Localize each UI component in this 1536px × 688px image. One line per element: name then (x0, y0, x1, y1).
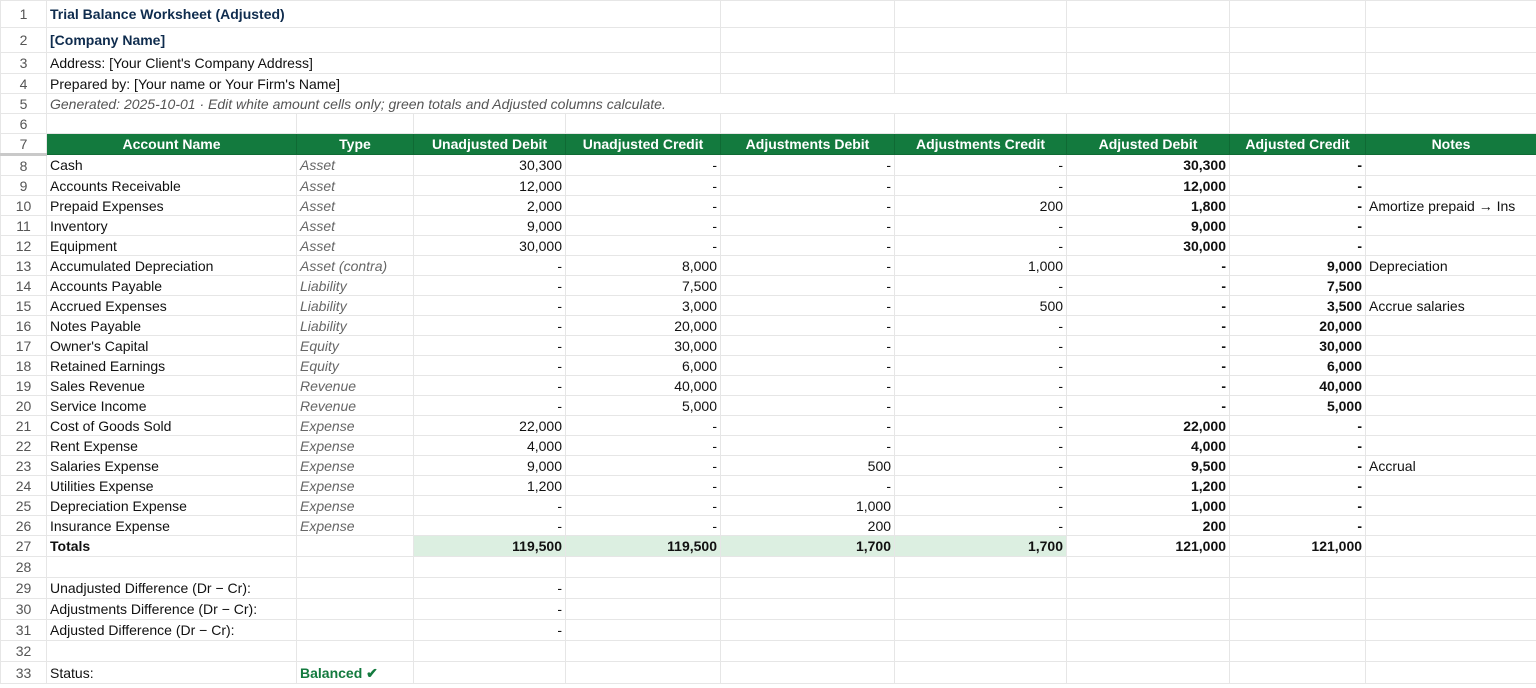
adjustments-credit-cell[interactable]: - (895, 416, 1067, 436)
header-account-name[interactable]: Account Name (47, 134, 297, 155)
adjustments-debit-cell[interactable]: - (721, 436, 895, 456)
totals-label[interactable]: Totals (47, 536, 297, 557)
account-name-cell[interactable]: Owner's Capital (47, 336, 297, 356)
adjusted-credit-cell[interactable]: - (1230, 416, 1366, 436)
header-notes[interactable]: Notes (1366, 134, 1536, 155)
adjusted-debit-cell[interactable]: - (1067, 256, 1230, 276)
unadjusted-debit-cell[interactable]: - (414, 336, 566, 356)
unadjusted-credit-cell[interactable]: 30,000 (566, 336, 721, 356)
account-type-cell[interactable]: Expense (297, 436, 414, 456)
row-number[interactable]: 9 (1, 176, 47, 196)
account-type-cell[interactable]: Expense (297, 476, 414, 496)
account-type-cell[interactable]: Asset (297, 236, 414, 256)
row-number[interactable]: 16 (1, 316, 47, 336)
adjustments-credit-cell[interactable]: - (895, 336, 1067, 356)
adjustments-credit-cell[interactable]: - (895, 236, 1067, 256)
notes-cell[interactable] (1366, 416, 1536, 436)
notes-cell[interactable] (1366, 476, 1536, 496)
account-name-cell[interactable]: Retained Earnings (47, 356, 297, 376)
header-unadjusted-credit[interactable]: Unadjusted Credit (566, 134, 721, 155)
row-number[interactable]: 32 (1, 641, 47, 662)
table-row (1, 196, 1536, 216)
company-name[interactable]: [Company Name] (47, 28, 721, 53)
adjusted-credit-cell[interactable]: - (1230, 436, 1366, 456)
adjusted-debit-cell[interactable]: 1,200 (1067, 476, 1230, 496)
row-number[interactable]: 7 (1, 134, 47, 155)
unadjusted-debit-cell[interactable]: - (414, 496, 566, 516)
adjusted-credit-cell[interactable]: - (1230, 496, 1366, 516)
unadjusted-debit-cell[interactable]: - (414, 396, 566, 416)
sheet-title[interactable]: Trial Balance Worksheet (Adjusted) (47, 1, 721, 28)
adjusted-debit-cell[interactable]: - (1067, 276, 1230, 296)
row-number[interactable]: 21 (1, 416, 47, 436)
diff-label[interactable]: Adjustments Difference (Dr − Cr): (47, 599, 297, 620)
adjustments-debit-cell[interactable]: - (721, 256, 895, 276)
row-number[interactable]: 19 (1, 376, 47, 396)
account-type-cell[interactable]: Asset (contra) (297, 256, 414, 276)
adjustments-credit-cell[interactable]: 1,000 (895, 256, 1067, 276)
adjustments-debit-cell[interactable]: - (721, 236, 895, 256)
adjusted-debit-cell[interactable]: - (1067, 336, 1230, 356)
notes-cell[interactable]: Amortize prepaid → Ins (1366, 196, 1536, 216)
account-name-cell[interactable]: Utilities Expense (47, 476, 297, 496)
notes-cell[interactable] (1366, 316, 1536, 336)
unadjusted-debit-cell[interactable]: 30,300 (414, 155, 566, 176)
adjusted-credit-cell[interactable]: - (1230, 196, 1366, 216)
account-type-cell[interactable]: Expense (297, 496, 414, 516)
adjustments-credit-cell[interactable]: - (895, 316, 1067, 336)
adjustments-debit-cell[interactable]: - (721, 356, 895, 376)
unadjusted-debit-cell[interactable]: 22,000 (414, 416, 566, 436)
header-adjusted-debit[interactable]: Adjusted Debit (1067, 134, 1230, 155)
adjusted-debit-cell[interactable]: 4,000 (1067, 436, 1230, 456)
adjusted-debit-cell[interactable]: - (1067, 316, 1230, 336)
unadjusted-debit-cell[interactable]: 30,000 (414, 236, 566, 256)
unadjusted-debit-cell[interactable]: 9,000 (414, 216, 566, 236)
row-number[interactable]: 13 (1, 256, 47, 276)
row-number[interactable]: 24 (1, 476, 47, 496)
account-type-cell[interactable]: Asset (297, 216, 414, 236)
account-type-cell[interactable]: Expense (297, 516, 414, 536)
row-number[interactable]: 14 (1, 276, 47, 296)
row-number[interactable]: 4 (1, 74, 47, 94)
notes-cell[interactable] (1366, 155, 1536, 176)
unadjusted-debit-cell[interactable]: - (414, 376, 566, 396)
adjusted-debit-cell[interactable]: 1,000 (1067, 496, 1230, 516)
account-type-cell[interactable]: Liability (297, 276, 414, 296)
account-type-cell[interactable]: Liability (297, 296, 414, 316)
table-row (1, 236, 1536, 256)
header-adjustments-debit[interactable]: Adjustments Debit (721, 134, 895, 155)
adjustments-credit-cell[interactable]: - (895, 516, 1067, 536)
total-adjusted-debit[interactable]: 121,000 (1067, 536, 1230, 557)
adjusted-debit-cell[interactable]: - (1067, 376, 1230, 396)
account-name-cell[interactable]: Salaries Expense (47, 456, 297, 476)
row-number[interactable]: 29 (1, 578, 47, 599)
table-row (1, 176, 1536, 196)
row-number[interactable]: 18 (1, 356, 47, 376)
status-label[interactable]: Status: (47, 662, 297, 684)
adjustments-debit-cell[interactable]: - (721, 216, 895, 236)
unadjusted-credit-cell[interactable]: - (566, 176, 721, 196)
account-name-cell[interactable]: Notes Payable (47, 316, 297, 336)
account-name-cell[interactable]: Sales Revenue (47, 376, 297, 396)
notes-cell[interactable] (1366, 356, 1536, 376)
adjusted-debit-cell[interactable]: 9,500 (1067, 456, 1230, 476)
adjustments-debit-cell[interactable]: - (721, 316, 895, 336)
table-row (1, 396, 1536, 416)
total-adjusted-credit[interactable]: 121,000 (1230, 536, 1366, 557)
total-unadjusted-debit[interactable]: 119,500 (414, 536, 566, 557)
adjusted-debit-cell[interactable]: - (1067, 296, 1230, 316)
notes-cell[interactable] (1366, 516, 1536, 536)
adjustments-credit-cell[interactable]: - (895, 216, 1067, 236)
total-adjustments-credit[interactable]: 1,700 (895, 536, 1067, 557)
row-number[interactable]: 17 (1, 336, 47, 356)
header-unadjusted-debit[interactable]: Unadjusted Debit (414, 134, 566, 155)
adjusted-debit-cell[interactable]: 30,300 (1067, 155, 1230, 176)
adjustments-debit-cell[interactable]: 200 (721, 516, 895, 536)
account-type-cell[interactable]: Revenue (297, 396, 414, 416)
notes-cell[interactable] (1366, 496, 1536, 516)
account-name-cell[interactable]: Depreciation Expense (47, 496, 297, 516)
row-number[interactable]: 15 (1, 296, 47, 316)
account-name-cell[interactable]: Rent Expense (47, 436, 297, 456)
unadjusted-credit-cell[interactable]: 8,000 (566, 256, 721, 276)
diff-value[interactable]: - (414, 599, 566, 620)
notes-cell[interactable] (1366, 236, 1536, 256)
account-type-cell[interactable]: Equity (297, 336, 414, 356)
unadjusted-credit-cell[interactable]: - (566, 496, 721, 516)
adjusted-credit-cell[interactable]: 7,500 (1230, 276, 1366, 296)
row-number[interactable]: 33 (1, 662, 47, 684)
adjusted-credit-cell[interactable]: - (1230, 216, 1366, 236)
row-number[interactable]: 26 (1, 516, 47, 536)
adjusted-credit-cell[interactable]: - (1230, 176, 1366, 196)
account-name-cell[interactable]: Accounts Receivable (47, 176, 297, 196)
table-row (1, 276, 1536, 296)
unadjusted-debit-cell[interactable]: - (414, 516, 566, 536)
adjusted-credit-cell[interactable]: 3,500 (1230, 296, 1366, 316)
table-row (1, 155, 1536, 176)
adjustments-debit-cell[interactable]: - (721, 196, 895, 216)
account-name-cell[interactable]: Accounts Payable (47, 276, 297, 296)
adjustments-debit-cell[interactable]: - (721, 476, 895, 496)
table-row (1, 356, 1536, 376)
adjustments-debit-cell[interactable]: - (721, 396, 895, 416)
adjustments-credit-cell[interactable]: - (895, 276, 1067, 296)
table-row (1, 376, 1536, 396)
adjustments-debit-cell[interactable]: 1,000 (721, 496, 895, 516)
diff-label[interactable]: Unadjusted Difference (Dr − Cr): (47, 578, 297, 599)
unadjusted-debit-cell[interactable]: 4,000 (414, 436, 566, 456)
total-unadjusted-credit[interactable]: 119,500 (566, 536, 721, 557)
unadjusted-debit-cell[interactable]: - (414, 256, 566, 276)
account-name-cell[interactable]: Equipment (47, 236, 297, 256)
adjusted-debit-cell[interactable]: 22,000 (1067, 416, 1230, 436)
notes-cell[interactable] (1366, 276, 1536, 296)
account-type-cell[interactable]: Revenue (297, 376, 414, 396)
adjusted-credit-cell[interactable]: - (1230, 155, 1366, 176)
adjusted-debit-cell[interactable]: 30,000 (1067, 236, 1230, 256)
adjusted-debit-cell[interactable]: 200 (1067, 516, 1230, 536)
unadjusted-debit-cell[interactable]: - (414, 316, 566, 336)
adjusted-credit-cell[interactable]: 5,000 (1230, 396, 1366, 416)
prepared-by-cell[interactable]: Prepared by: [Your name or Your Firm's Name] (47, 74, 721, 94)
adjusted-credit-cell[interactable]: 20,000 (1230, 316, 1366, 336)
row-number[interactable]: 12 (1, 236, 47, 256)
account-type-cell[interactable]: Asset (297, 196, 414, 216)
adjusted-credit-cell[interactable]: 30,000 (1230, 336, 1366, 356)
adjusted-credit-cell[interactable]: - (1230, 456, 1366, 476)
account-name-cell[interactable]: Inventory (47, 216, 297, 236)
table-row (1, 496, 1536, 516)
unadjusted-credit-cell[interactable]: - (566, 516, 721, 536)
adjustments-credit-cell[interactable]: - (895, 155, 1067, 176)
notes-cell[interactable]: Accrue salaries (1366, 296, 1536, 316)
adjustments-credit-cell[interactable]: 200 (895, 196, 1067, 216)
adjusted-credit-cell[interactable]: - (1230, 236, 1366, 256)
adjustments-debit-cell[interactable]: - (721, 376, 895, 396)
notes-cell[interactable]: Depreciation (1366, 256, 1536, 276)
adjustments-debit-cell[interactable]: - (721, 296, 895, 316)
unadjusted-debit-cell[interactable]: 12,000 (414, 176, 566, 196)
diff-label[interactable]: Adjusted Difference (Dr − Cr): (47, 620, 297, 641)
unadjusted-debit-cell[interactable]: - (414, 296, 566, 316)
unadjusted-debit-cell[interactable]: 1,200 (414, 476, 566, 496)
unadjusted-credit-cell[interactable]: - (566, 456, 721, 476)
adjusted-credit-cell[interactable]: 6,000 (1230, 356, 1366, 376)
notes-cell[interactable] (1366, 336, 1536, 356)
adjusted-debit-cell[interactable]: 1,800 (1067, 196, 1230, 216)
adjustments-credit-cell[interactable]: 500 (895, 296, 1067, 316)
table-row (1, 216, 1536, 236)
row-number[interactable]: 5 (1, 94, 47, 114)
unadjusted-credit-cell[interactable]: 3,000 (566, 296, 721, 316)
table-row (1, 336, 1536, 356)
unadjusted-credit-cell[interactable]: 40,000 (566, 376, 721, 396)
unadjusted-debit-cell[interactable]: 2,000 (414, 196, 566, 216)
row-number[interactable]: 30 (1, 599, 47, 620)
account-name-cell[interactable]: Accumulated Depreciation (47, 256, 297, 276)
adjusted-debit-cell[interactable]: - (1067, 356, 1230, 376)
adjusted-debit-cell[interactable]: 9,000 (1067, 216, 1230, 236)
account-type-cell[interactable]: Equity (297, 356, 414, 376)
adjusted-debit-cell[interactable]: - (1067, 396, 1230, 416)
row-number[interactable]: 2 (1, 28, 47, 53)
account-name-cell[interactable]: Accrued Expenses (47, 296, 297, 316)
table-row (1, 456, 1536, 476)
table-row (1, 516, 1536, 536)
account-name-cell[interactable]: Insurance Expense (47, 516, 297, 536)
unadjusted-debit-cell[interactable]: - (414, 276, 566, 296)
unadjusted-credit-cell[interactable]: 7,500 (566, 276, 721, 296)
unadjusted-credit-cell[interactable]: 20,000 (566, 316, 721, 336)
account-type-cell[interactable]: Asset (297, 176, 414, 196)
adjusted-credit-cell[interactable]: 40,000 (1230, 376, 1366, 396)
status-value[interactable]: Balanced ✔ (297, 662, 414, 684)
adjusted-debit-cell[interactable]: 12,000 (1067, 176, 1230, 196)
adjustments-debit-cell[interactable]: - (721, 155, 895, 176)
unadjusted-credit-cell[interactable]: 5,000 (566, 396, 721, 416)
adjustments-credit-cell[interactable]: - (895, 356, 1067, 376)
diff-value[interactable]: - (414, 620, 566, 641)
adjustments-debit-cell[interactable]: - (721, 416, 895, 436)
unadjusted-credit-cell[interactable]: - (566, 236, 721, 256)
table-row (1, 436, 1536, 456)
adjustments-credit-cell[interactable]: - (895, 476, 1067, 496)
notes-cell[interactable] (1366, 176, 1536, 196)
diff-value[interactable]: - (414, 578, 566, 599)
row-number[interactable]: 31 (1, 620, 47, 641)
notes-cell[interactable] (1366, 436, 1536, 456)
adjustments-debit-cell[interactable]: - (721, 276, 895, 296)
row-number[interactable]: 6 (1, 114, 47, 134)
unadjusted-credit-cell[interactable]: 6,000 (566, 356, 721, 376)
adjustments-debit-cell[interactable]: - (721, 336, 895, 356)
row-number[interactable]: 20 (1, 396, 47, 416)
row-number[interactable]: 25 (1, 496, 47, 516)
unadjusted-credit-cell[interactable]: - (566, 416, 721, 436)
unadjusted-debit-cell[interactable]: - (414, 356, 566, 376)
notes-cell[interactable] (1366, 396, 1536, 416)
adjustments-credit-cell[interactable]: - (895, 376, 1067, 396)
account-type-cell[interactable]: Liability (297, 316, 414, 336)
row-number[interactable]: 1 (1, 1, 47, 28)
account-name-cell[interactable]: Prepaid Expenses (47, 196, 297, 216)
unadjusted-credit-cell[interactable]: - (566, 196, 721, 216)
adjustments-credit-cell[interactable]: - (895, 396, 1067, 416)
adjusted-credit-cell[interactable]: - (1230, 476, 1366, 496)
account-name-cell[interactable]: Cash (47, 155, 297, 176)
adjustments-credit-cell[interactable]: - (895, 176, 1067, 196)
table-row (1, 256, 1536, 276)
generated-note[interactable]: Generated: 2025-10-01 · Edit white amount cells only; green totals and Adjusted columns calculate. (47, 94, 1230, 114)
table-row (1, 416, 1536, 436)
unadjusted-credit-cell[interactable]: - (566, 436, 721, 456)
row-number[interactable]: 23 (1, 456, 47, 476)
table-row (1, 316, 1536, 336)
row-number[interactable]: 8 (1, 155, 47, 176)
adjusted-credit-cell[interactable]: - (1230, 516, 1366, 536)
row-number[interactable]: 11 (1, 216, 47, 236)
row-number[interactable]: 27 (1, 536, 47, 557)
table-row (1, 476, 1536, 496)
notes-cell[interactable] (1366, 216, 1536, 236)
header-adjusted-credit[interactable]: Adjusted Credit (1230, 134, 1366, 155)
unadjusted-debit-cell[interactable]: 9,000 (414, 456, 566, 476)
account-name-cell[interactable]: Service Income (47, 396, 297, 416)
table-row (1, 296, 1536, 316)
adjustments-credit-cell[interactable]: - (895, 496, 1067, 516)
adjusted-credit-cell[interactable]: 9,000 (1230, 256, 1366, 276)
account-type-cell[interactable]: Expense (297, 416, 414, 436)
total-adjustments-debit[interactable]: 1,700 (721, 536, 895, 557)
adjustments-credit-cell[interactable]: - (895, 436, 1067, 456)
account-type-cell[interactable]: Asset (297, 155, 414, 176)
unadjusted-credit-cell[interactable]: - (566, 476, 721, 496)
header-type[interactable]: Type (297, 134, 414, 155)
row-number[interactable]: 22 (1, 436, 47, 456)
row-number[interactable]: 28 (1, 557, 47, 578)
header-adjustments-credit[interactable]: Adjustments Credit (895, 134, 1067, 155)
account-name-cell[interactable]: Cost of Goods Sold (47, 416, 297, 436)
row-number[interactable]: 10 (1, 196, 47, 216)
account-type-cell[interactable]: Expense (297, 456, 414, 476)
notes-cell[interactable]: Accrual (1366, 456, 1536, 476)
adjustments-debit-cell[interactable]: 500 (721, 456, 895, 476)
notes-cell[interactable] (1366, 376, 1536, 396)
unadjusted-credit-cell[interactable]: - (566, 155, 721, 176)
unadjusted-credit-cell[interactable]: - (566, 216, 721, 236)
adjustments-debit-cell[interactable]: - (721, 176, 895, 196)
row-number[interactable]: 3 (1, 53, 47, 74)
adjustments-credit-cell[interactable]: - (895, 456, 1067, 476)
address-cell[interactable]: Address: [Your Client's Company Address] (47, 53, 721, 74)
